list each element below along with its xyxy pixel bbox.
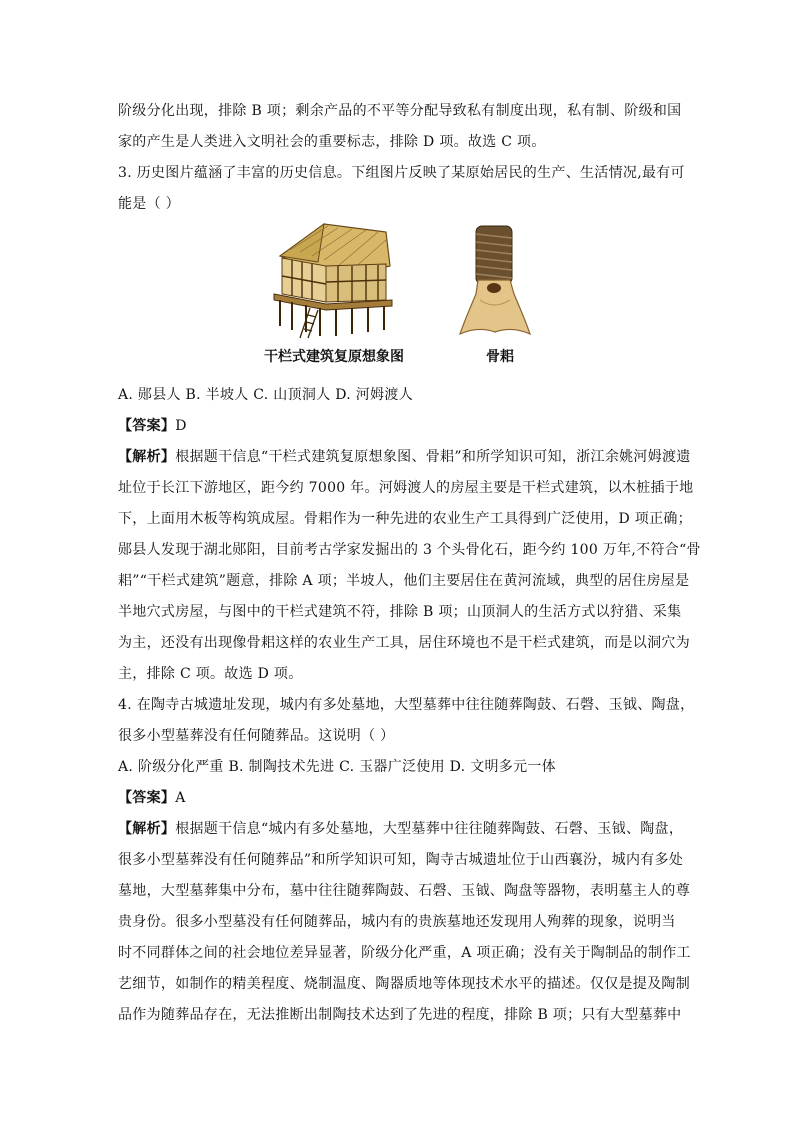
analysis-line: 品作为随葬品存在，无法推断出制陶技术达到了先进的程度，排除 B 项；只有大型墓葬中 [118, 1007, 682, 1023]
analysis-line: 址位于长江下游地区，距今约 7000 年。河姆渡人的房屋主要是干栏式建筑，以木桩插于地 [118, 480, 694, 496]
stilt-house-image [266, 222, 394, 340]
analysis-line: 很多小型墓葬没有任何随葬品”和所学知识可知，陶寺古城遗址位于山西襄汾，城内有多处 [118, 852, 684, 868]
analysis-label: 【解析】 [118, 821, 176, 837]
question-3-analysis [118, 442, 691, 473]
bone-caption: 骨耜 [486, 349, 514, 365]
analysis-line: 墓地，大型墓葬集中分布，墓中往往随葬陶鼓、石磬、玉钺、陶盘等器物，表明墓主人的尊 [118, 883, 690, 899]
question-4-stem: 很多小型墓葬没有任何随葬品。这说明（ ） [118, 728, 395, 744]
analysis-line: 时不同群体之间的社会地位差异显著，阶级分化严重，A 项正确；没有关于陶制品的制作工 [118, 945, 691, 961]
question-4-stem: 4. 在陶寺古城遗址发现，城内有多处墓地，大型墓葬中往往随葬陶鼓、石磬、玉钺、陶盘， [118, 697, 695, 713]
text-line: 家的产生是人类进入文明社会的重要标志，排除 D 项。故选 C 项。 [118, 134, 546, 150]
answer-value: A [175, 790, 186, 806]
document-page [118, 96, 701, 1031]
question-3-options: A. 郧县人 B. 半坡人 C. 山顶洞人 D. 河姆渡人 [118, 387, 413, 403]
figure-row [118, 222, 678, 380]
analysis-line: 耜”“干栏式建筑”题意，排除 A 项；半坡人，他们主要居住在黄河流域，典型的居住房屋是 [118, 573, 690, 589]
analysis-label: 【解析】 [118, 449, 176, 465]
analysis-line: 半地穴式房屋，与图中的干栏式建筑不符，排除 B 项；山顶洞人的生活方式以狩猎、采集 [118, 604, 682, 620]
question-4-analysis [118, 814, 684, 845]
analysis-line: 主，排除 C 项。故选 D 项。 [118, 666, 303, 682]
analysis-line: 贵身份。很多小型墓没有任何随葬品，城内有的贵族墓地还发现用人殉葬的现象，说明当 [118, 914, 676, 930]
house-caption: 干栏式建筑复原想象图 [264, 349, 404, 365]
answer-value: D [175, 418, 187, 434]
question-4-options: A. 阶级分化严重 B. 制陶技术先进 C. 玉器广泛使用 D. 文明多元一体 [118, 759, 556, 775]
bone-spade-image [454, 222, 536, 340]
analysis-text: 根据题干信息“城内有多处墓地，大型墓葬中往往随葬陶鼓、石磬、玉钺、陶盘， [175, 821, 684, 837]
text-line: 阶级分化出现，排除 B 项；剩余产品的不平等分配导致私有制度出现，私有制、阶级和国 [118, 103, 682, 119]
answer-label: 【答案】 [118, 790, 176, 806]
analysis-line: 郧县人发现于湖北郧阳，目前考古学家发掘出的 3 个头骨化石，距今约 100 万年,不符合“骨 [118, 542, 701, 558]
analysis-text: 根据题干信息“干栏式建筑复原想象图、骨耜”和所学知识可知，浙江余姚河姆渡遗 [175, 449, 691, 465]
question-4-answer [118, 783, 678, 814]
answer-label: 【答案】 [118, 418, 176, 434]
analysis-line: 为主，还没有出现像骨耜这样的农业生产工具，居住环境也不是干栏式建筑，而是以洞穴为 [118, 635, 690, 651]
analysis-line: 下，上面用木板等构筑成屋。骨耜作为一种先进的农业生产工具得到广泛使用，D 项正确； [118, 511, 692, 527]
question-3-stem: 能是（ ） [118, 196, 180, 212]
analysis-line: 艺细节，如制作的精美程度、烧制温度、陶器质地等体现技术水平的描述。仅仅是提及陶制 [118, 976, 690, 992]
question-3-answer [118, 411, 678, 442]
question-3-stem: 3. 历史图片蕴涵了丰富的历史信息。下组图片反映了某原始居民的生产、生活情况,最有可 [118, 165, 685, 181]
